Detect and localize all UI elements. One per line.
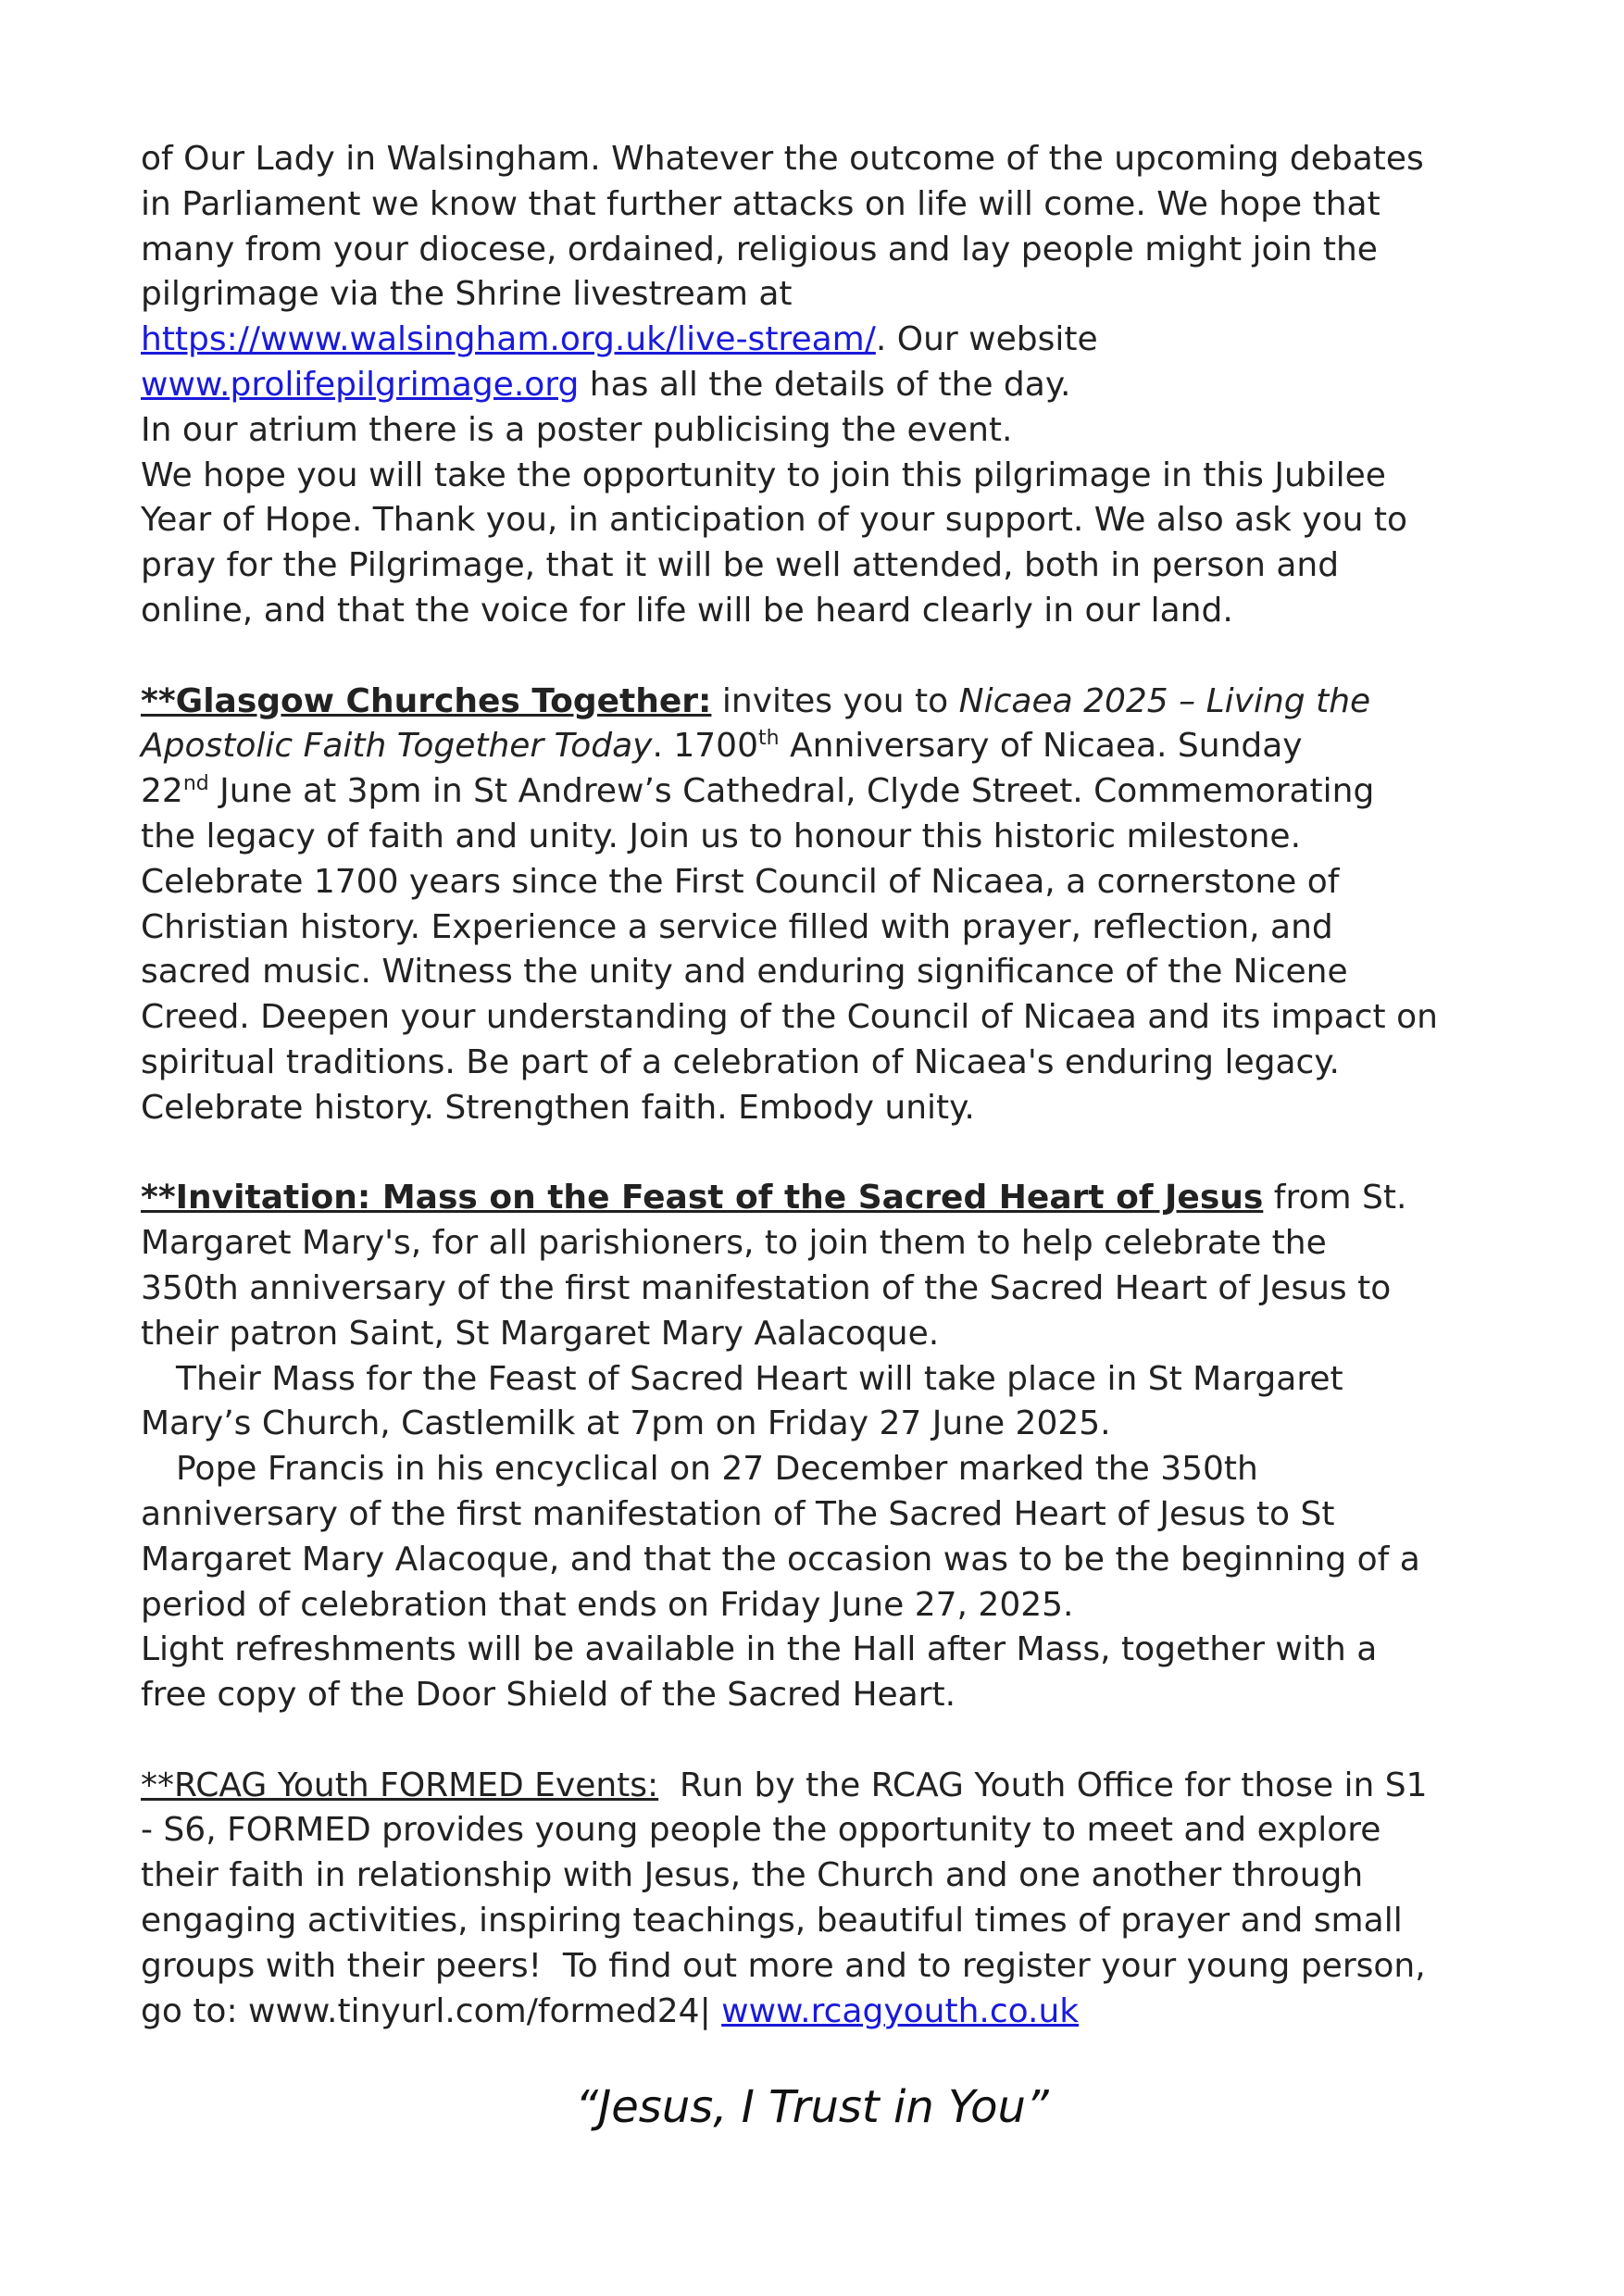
text-fragment: . 1700 <box>652 727 758 766</box>
text-line <box>141 680 1511 725</box>
text-line: Light refreshments will be available in the Hall after Mass, together with a <box>141 1630 1378 1669</box>
text-line <box>141 318 1511 363</box>
event-title: Nicaea 2025 – Living the <box>958 681 1371 720</box>
text-line: the legacy of faith and unity. Join us to honour this historic milestone. <box>141 817 1302 855</box>
text-line: free copy of the Door Shield of the Sacred Heart. <box>141 1676 956 1715</box>
text-line <box>141 724 1511 769</box>
text-line <box>141 1764 1511 1809</box>
text-line: groups with their peers! To find out more and to register your young person, <box>141 1946 1426 1985</box>
text-line: Celebrate history. Strengthen faith. Embody unity. <box>141 1088 975 1127</box>
ordinal-suffix: th <box>757 727 780 751</box>
text-line: Christian history. Experience a service filled with prayer, reflection, and <box>141 907 1333 946</box>
rcag-youth-link[interactable]: www.rcagyouth.co.uk <box>721 1991 1080 2030</box>
text-fragment: . Our website <box>875 320 1098 359</box>
sacred-heart-section <box>141 1176 1511 1718</box>
text-line: In our atrium there is a poster publicising the event. <box>141 410 1013 449</box>
text-line: Pope Francis in his encyclical on 27 December marked the 350th <box>176 1450 1258 1489</box>
pilgrimage-section <box>141 137 1511 634</box>
text-line <box>141 363 1511 408</box>
text-fragment: June at 3pm in St Andrew’s Cathedral, Clyde Street. Commemorating <box>208 772 1375 811</box>
text-line <box>141 769 1511 815</box>
text-line: pilgrimage via the Shrine livestream at <box>141 275 793 314</box>
ordinal-suffix: nd <box>182 772 209 796</box>
text-line <box>141 1990 1511 2035</box>
formed-section <box>141 1764 1511 2035</box>
text-line: pray for the Pilgrimage, that it will be well attended, both in person and <box>141 546 1340 585</box>
text-line: Year of Hope. Thank you, in anticipation of your support. We also ask you to <box>141 501 1407 540</box>
section-heading: **Invitation: Mass on the Feast of the Sacred Heart of Jesus <box>141 1179 1264 1217</box>
text-line: period of celebration that ends on Friday June 27, 2025. <box>141 1585 1074 1624</box>
text-line: their faith in relationship with Jesus, the Church and one another through <box>141 1856 1364 1895</box>
text-fragment: 22 <box>141 772 183 811</box>
text-line: their patron Saint, St Margaret Mary Aalacoque. <box>141 1314 940 1353</box>
text-line: Mary’s Church, Castlemilk at 7pm on Friday 27 June 2025. <box>141 1404 1111 1443</box>
bulletin-page <box>141 137 1511 2034</box>
closing-quote: “Jesus, I Trust in You” <box>575 2081 1049 2133</box>
text-fragment: Anniversary of Nicaea. Sunday <box>779 727 1303 766</box>
text-line: Margaret Mary Alacoque, and that the occasion was to be the beginning of a <box>141 1540 1420 1578</box>
website-link[interactable]: www.prolifepilgrimage.org <box>141 365 580 404</box>
text-fragment: has all the details of the day. <box>579 365 1071 404</box>
section-heading: **Glasgow Churches Together: <box>141 681 712 720</box>
paragraph-gap <box>141 1131 1511 1177</box>
text-line: - S6, FORMED provides young people the opportunity to meet and explore <box>141 1811 1381 1850</box>
text-line: of Our Lady in Walsingham. Whatever the outcome of the upcoming debates <box>141 140 1424 178</box>
text-line: Margaret Mary's, for all parishioners, to join them to help celebrate the <box>141 1224 1327 1263</box>
text-line: in Parliament we know that further attacks on life will come. We hope that <box>141 184 1380 223</box>
text-line: Celebrate 1700 years since the First Council of Nicaea, a cornerstone of <box>141 862 1340 901</box>
text-line: many from your diocese, ordained, religious and lay people might join the <box>141 230 1378 268</box>
section-heading: **RCAG Youth FORMED Events: <box>141 1766 659 1804</box>
text-line: engaging activities, inspiring teachings, beautiful times of prayer and small <box>141 1902 1403 1940</box>
text-fragment: from St. <box>1263 1179 1407 1217</box>
text-fragment: invites you to <box>711 681 959 720</box>
text-fragment: Run by the RCAG Youth Office for those in S1 <box>658 1766 1428 1804</box>
text-line: spiritual traditions. Be part of a celebration of Nicaea's enduring legacy. <box>141 1042 1340 1081</box>
livestream-link[interactable]: https://www.walsingham.org.uk/live-stream/ <box>141 320 876 359</box>
text-line: We hope you will take the opportunity to join this pilgrimage in this Jubilee <box>141 455 1386 494</box>
text-line: online, and that the voice for life will be heard clearly in our land. <box>141 591 1233 630</box>
paragraph-gap <box>141 1718 1511 1764</box>
text-line: sacred music. Witness the unity and enduring significance of the Nicene <box>141 953 1348 992</box>
text-line: 350th anniversary of the first manifestation of the Sacred Heart of Jesus to <box>141 1268 1392 1307</box>
text-line: Creed. Deepen your understanding of the Council of Nicaea and its impact on <box>141 998 1438 1037</box>
text-line <box>141 1176 1511 1221</box>
glasgow-section <box>141 680 1511 1131</box>
text-fragment: go to: www.tinyurl.com/formed24| <box>141 1991 722 2030</box>
event-title: Apostolic Faith Together Today <box>141 727 653 766</box>
paragraph-gap <box>141 634 1511 680</box>
text-line: anniversary of the first manifestation of The Sacred Heart of Jesus to St <box>141 1494 1335 1533</box>
text-line: Their Mass for the Feast of Sacred Heart will take place in St Margaret <box>176 1359 1343 1398</box>
